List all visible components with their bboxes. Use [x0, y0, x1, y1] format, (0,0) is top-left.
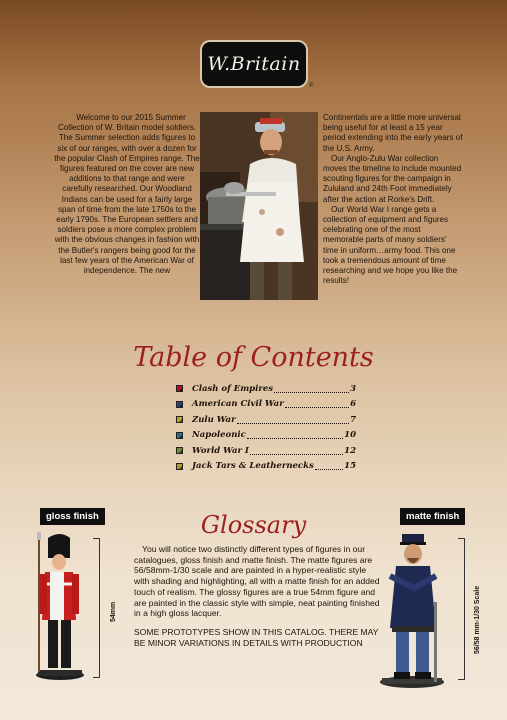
toc-item-name: Clash of Empires: [192, 383, 274, 394]
range-color-swatch: [176, 463, 183, 470]
gloss-finish-badge: gloss finish: [40, 508, 105, 525]
toc-item-page: 15: [344, 461, 356, 472]
toc-item-name: American Civil War: [192, 399, 284, 410]
toc-item-page: 7: [350, 414, 356, 425]
logo-text: W.Britain: [207, 53, 301, 75]
range-color-swatch: [176, 416, 183, 423]
toc-item[interactable]: [176, 381, 356, 397]
toc-leader-dots: [274, 391, 349, 393]
toc-item-name: World War I: [192, 445, 249, 456]
intro-right-p2: Our Anglo-Zulu War collection moves the timeline to include mounted scouting figures for the campaign in Zululand and 24th Foot immediately after the action at Rorke's Drift.: [323, 153, 462, 204]
range-color-swatch: [176, 432, 183, 439]
w-britain-logo: [200, 40, 308, 88]
range-color-swatch: [176, 447, 183, 454]
toc-leader-dots: [250, 453, 343, 455]
registered-mark: ®: [309, 83, 314, 89]
intro-left-column: [54, 113, 200, 276]
gloss-finish-soldier-figure: [30, 532, 90, 682]
matte-finish-badge: matte finish: [400, 508, 465, 525]
toc-leader-dots: [237, 422, 350, 424]
intro-right-p3: Our World War I range gets a collection of equipment and figures celebrating one of the most memorable parts of many soldiers' time in uniform…army food. This one took a tremendous amount of time researching and we hope you like the results!: [323, 204, 458, 286]
glossary-title: Glossary: [200, 511, 307, 539]
glossary-body: [134, 544, 380, 648]
range-color-swatch: [176, 385, 183, 392]
toc-item[interactable]: [176, 459, 356, 475]
glossary-text: You will notice two distinctly different types of figures in our catalogues, gloss finish and matte finish. The matte figures are 56/58mm-1/30 scale and are painted in a hyper-realistic style with shading and highlighting, all with a matte finish for an added touch of realism. The glossy figures are a true 54mm figure and are painted in the classic style with simple, neat painting finished in a high gloss lacquer.: [134, 544, 380, 619]
gloss-scale-bracket: [93, 538, 100, 678]
toc-item-page: 3: [350, 383, 356, 394]
toc-item-name: Zulu War: [192, 414, 236, 425]
toc-item-name: Napoleonic: [192, 430, 246, 441]
toc-item-page: 12: [344, 445, 356, 456]
toc-item-name: Jack Tars & Leathernecks: [192, 461, 314, 472]
intro-right-column: [323, 113, 463, 286]
toc-item[interactable]: [176, 428, 356, 444]
prototype-note: SOME PROTOTYPES SHOW IN THIS CATALOG. THERE MAY BE MINOR VARIATIONS IN DETAILS WITH PRODUCTION: [134, 626, 379, 648]
matte-scale-label: 56/58 mm-1/30 Scale: [474, 585, 481, 654]
toc-leader-dots: [285, 406, 349, 408]
toc-leader-dots: [315, 468, 343, 470]
toc-item-page: 6: [350, 399, 356, 410]
toc-item-page: 10: [344, 430, 356, 441]
cook-figure-illustration: [200, 112, 318, 300]
matte-scale-bracket: [458, 538, 465, 680]
cook-figure-photo: [200, 112, 318, 300]
range-color-swatch: [176, 401, 183, 408]
toc-item[interactable]: [176, 412, 356, 428]
intro-right-p1: Continentals are a little more universal being useful for at least a 15 year period extending into the early years of the U.S. Army.: [323, 113, 463, 153]
table-of-contents: [176, 381, 356, 474]
toc-item[interactable]: [176, 443, 356, 459]
intro-left-text: Welcome to our 2015 Summer Collection of W. Britain model soldiers. The Summer selection adds figures to six of our ranges, with over a dozen for the popular Clash of Empires range. The figures featured on the cover are new additions to that range and were carefully researched. Our Woodland Indians can be used for a fairly large span of time from the late 1750s to the early 1790s. The European settlers and soldiers pose a more complex problem with the obvious changes in fashion with the Butler's rangers being good for the last few years of the American War of independence. The new: [54, 113, 200, 276]
toc-title: Table of Contents: [133, 342, 374, 373]
matte-finish-soldier-figure: [374, 532, 452, 690]
gloss-scale-label: 54mm: [110, 601, 117, 622]
toc-item[interactable]: [176, 397, 356, 413]
toc-leader-dots: [247, 437, 343, 439]
